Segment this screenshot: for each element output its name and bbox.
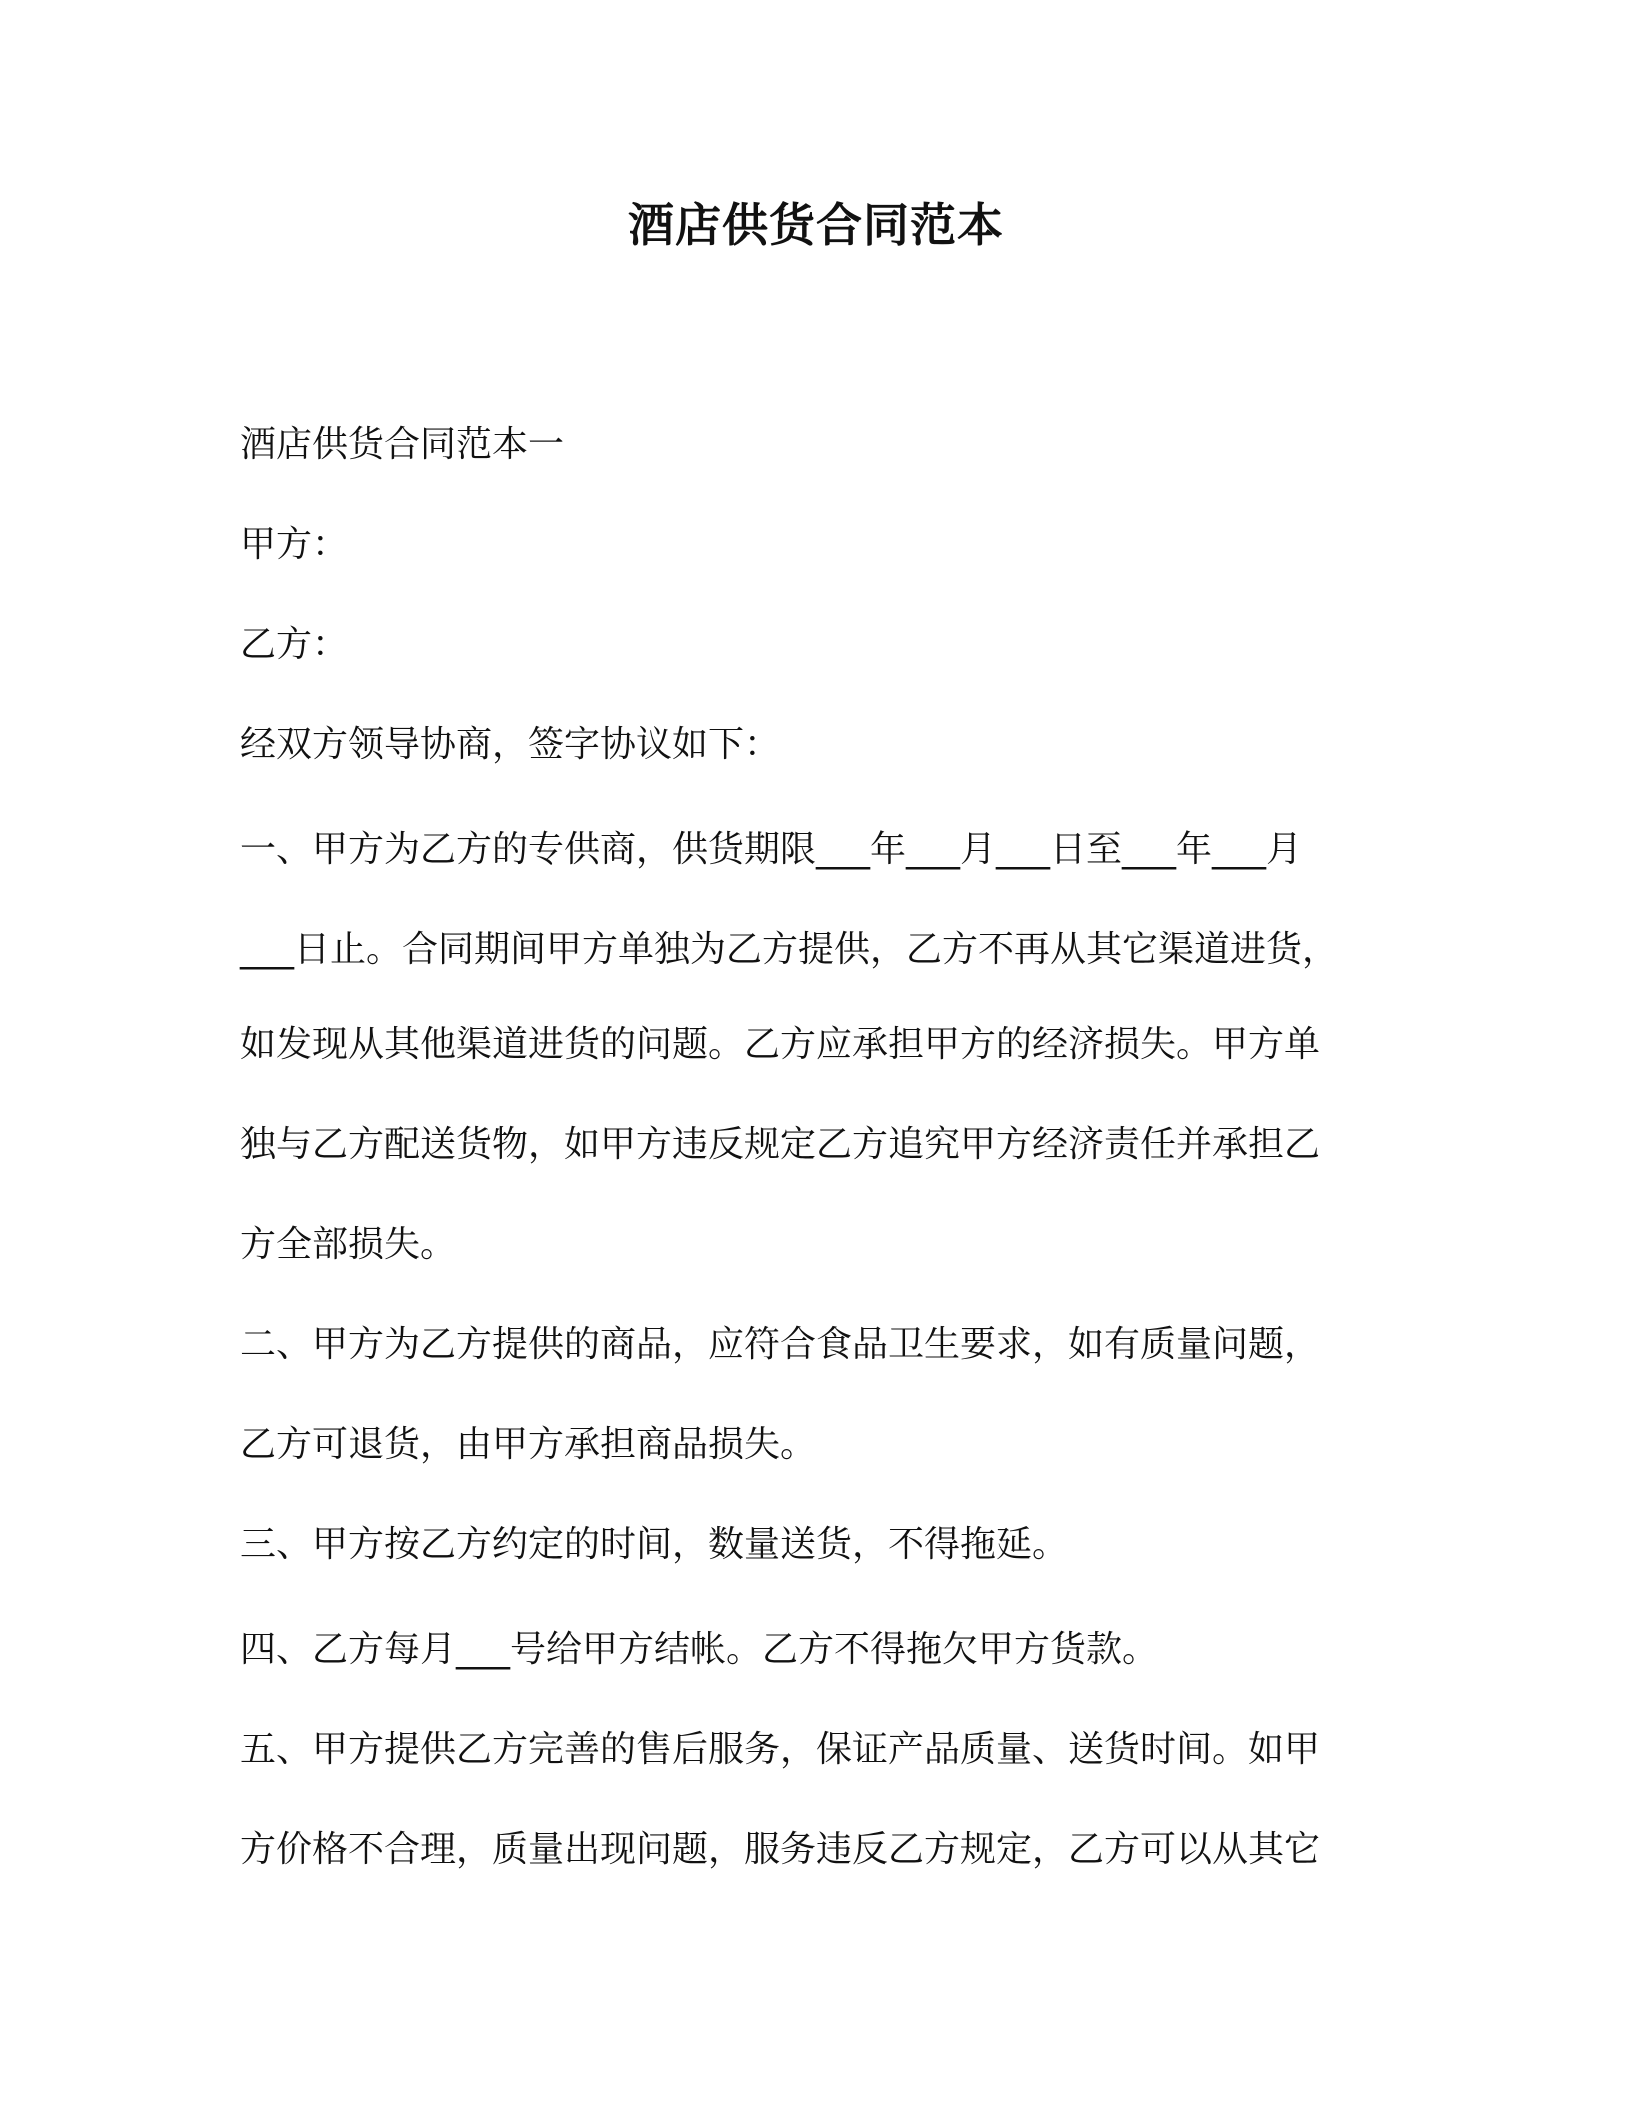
clause-5-line-1: 五、甲方提供乙方完善的售后服务，保证产品质量、送货时间。如甲 [240, 1729, 1321, 1770]
clause-1-line-1: 一、甲方为乙方的专供商，供货期限___年___月___日至___年___月 [240, 829, 1303, 870]
clause-5-line-2: 方价格不合理，质量出现问题，服务违反乙方规定，乙方可以从其它 [240, 1829, 1321, 1870]
document-title: 酒店供货合同范本 [628, 198, 1004, 252]
section-heading: 酒店供货合同范本一 [240, 424, 565, 465]
party-b-label: 乙方： [240, 624, 349, 665]
intro-paragraph: 经双方领导协商，签字协议如下： [240, 724, 781, 765]
clause-2-line-1: 二、甲方为乙方提供的商品，应符合食品卫生要求，如有质量问题， [240, 1324, 1321, 1365]
clause-2-line-2: 乙方可退货，由甲方承担商品损失。 [240, 1424, 817, 1465]
clause-1-line-4: 独与乙方配送货物，如甲方违反规定乙方追究甲方经济责任并承担乙 [240, 1124, 1321, 1165]
clause-1-line-5: 方全部损失。 [240, 1224, 457, 1265]
clause-4: 四、乙方每月___号给甲方结帐。乙方不得拖欠甲方货款。 [240, 1629, 1159, 1670]
party-a-label: 甲方： [240, 524, 349, 565]
clause-1-line-3: 如发现从其他渠道进货的问题。乙方应承担甲方的经济损失。甲方单 [240, 1024, 1321, 1065]
clause-1-line-2: ___日止。合同期间甲方单独为乙方提供，乙方不再从其它渠道进货， [240, 929, 1339, 970]
clause-3: 三、甲方按乙方约定的时间，数量送货，不得拖延。 [240, 1524, 1069, 1565]
